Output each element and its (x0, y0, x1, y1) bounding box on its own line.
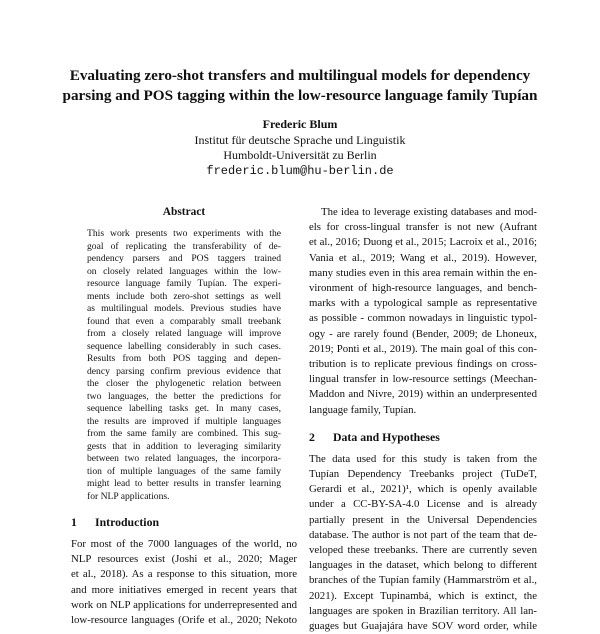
text-line: 2019; Ponti et al., 2019). The main goal of this con- (309, 342, 537, 355)
text-line: the results are improved if multiple languages (87, 415, 281, 427)
text-line: between two related languages, the incorpora- (87, 453, 281, 464)
text-line: Vania et al., 2019; Wang et al., 2019). However, (309, 251, 537, 264)
text-line: from the same family are combined. This sug- (87, 428, 281, 439)
text-line: pendency parsers and POS taggers trained (87, 253, 281, 264)
author-block (100, 117, 500, 179)
author-affiliation: Institut für deutsche Sprache und Linguistik (194, 132, 406, 147)
text-line: languages in the dataset, which belong to different (309, 559, 537, 572)
text-line: The data used for this study is taken from the (309, 452, 537, 465)
section-title: Introduction (95, 515, 160, 529)
text-line: branches of the Tupían family (Hammarström et al., (309, 574, 537, 587)
text-line: lingual transfer in low-resource settings (Meechan- (309, 373, 537, 386)
text-line: languages are spoken in Brazilian territory. All lan- (309, 604, 537, 617)
text-line: vironment of high-resource languages, and bench- (309, 282, 537, 295)
text-line: ogy - are rarely found (Bender, 2009; de Lhoneux, (309, 327, 537, 340)
text-line: NLP resources exist (Joshi et al., 2020; Mager (71, 553, 297, 566)
text-line: and more initiatives emerged in recent years that (71, 583, 297, 596)
section-number: 1 (71, 515, 77, 529)
text-line: 2021). Except Tupinambá, which is extinct, the (309, 589, 537, 602)
related-work-paragraph (309, 205, 537, 418)
right-column (309, 205, 537, 634)
data-section-heading (309, 430, 537, 445)
section-title: Data and Hypotheses (333, 429, 440, 444)
text-line: under a CC-BY-SA-4.0 License and is already (309, 498, 537, 511)
text-line: The idea to leverage existing databases and mod- (321, 206, 537, 218)
text-line: as multilingual models. Previous studies have (87, 303, 281, 314)
section-number: 2 (309, 429, 315, 444)
abstract-body (87, 228, 281, 503)
text-line: gests that in addition to leveraging similarity (87, 440, 281, 452)
text-line: database. The author is not part of the team that de- (309, 528, 537, 541)
text-line: partially present in the Universal Dependencies (309, 513, 537, 526)
text-line: guages but Guajajára have SOV word order, while (309, 620, 537, 633)
text-line: on closely related languages within the low- (87, 265, 281, 277)
text-line: the closer the phylogenetic relation between (87, 378, 281, 389)
title-line: Evaluating zero-shot transfers and multilingual models for dependency (69, 67, 531, 84)
left-column (71, 205, 297, 628)
author-name: Frederic Blum (262, 117, 338, 131)
author-university: Humboldt-Universität zu Berlin (223, 148, 377, 163)
text-line: dency parsing confirm previous evidence that (87, 365, 281, 377)
text-line: from a closely related language will improve (87, 328, 281, 339)
text-line: sequence labelling considerably in such cases. (87, 340, 281, 352)
text-line: low-resource languages (Orife et al., 2020; Nekoto (71, 614, 297, 627)
text-line: language family, Tupían. (309, 403, 417, 416)
text-line: work on NLP applications for underrepresented and (71, 598, 297, 611)
text-line: Results from both POS tagging and depen- (87, 353, 281, 364)
text-line: et al., 2018). As a response to this situation, more (71, 568, 297, 581)
title-line: parsing and POS tagging within the low-resource language family Tupían (62, 87, 538, 104)
text-line: This work presents two experiments with the (87, 228, 281, 239)
text-line: for NLP applications. (87, 490, 170, 502)
author-email: frederic.blum@hu-berlin.de (206, 163, 394, 178)
paper-title (40, 66, 560, 106)
abstract-heading: Abstract (162, 206, 206, 218)
data-section-body (309, 452, 537, 634)
text-line: Tupían Dependency Treebanks project (TuDeT, (309, 468, 537, 481)
text-line: tribution is to replicate previous findings on cross- (309, 358, 537, 371)
text-line: resource language family Tupían. The experi- (87, 278, 281, 289)
introduction-body (71, 537, 297, 628)
text-line: Gerardi et al., 2021)¹, which is openly available (309, 483, 537, 496)
text-line: veloped these treebanks. There are currently seven (309, 544, 537, 557)
text-line: two languages, the better the predictions for (87, 390, 281, 402)
text-line: marks with a typological sample as representative (309, 297, 537, 310)
text-line: Maddon and Nivre, 2019) within an underpresented (309, 388, 537, 401)
text-line: as possible - common nowadays in linguistic typol- (309, 312, 537, 325)
text-line: tion of multiple languages of the same family (87, 465, 281, 477)
text-line: et al., 2016; Duong et al., 2015; Lacroix et al., 2016; (309, 236, 537, 249)
text-line: found that even a comparably small treebank (87, 315, 281, 327)
text-line: els for cross-lingual transfer is not new (Aufrant (309, 221, 537, 234)
text-line: goal of replicating the transferability of de- (87, 240, 281, 252)
text-line: many studies even in this area remain within the en- (309, 266, 537, 279)
text-line: For most of the 7000 languages of the world, no (71, 538, 297, 550)
introduction-heading (71, 515, 297, 530)
text-line: might lead to better results in transfer learning (87, 478, 281, 489)
text-line: ments include both zero-shot settings as well (87, 290, 281, 302)
text-line: sequence labelling tasks get. In many cases, (87, 403, 281, 414)
